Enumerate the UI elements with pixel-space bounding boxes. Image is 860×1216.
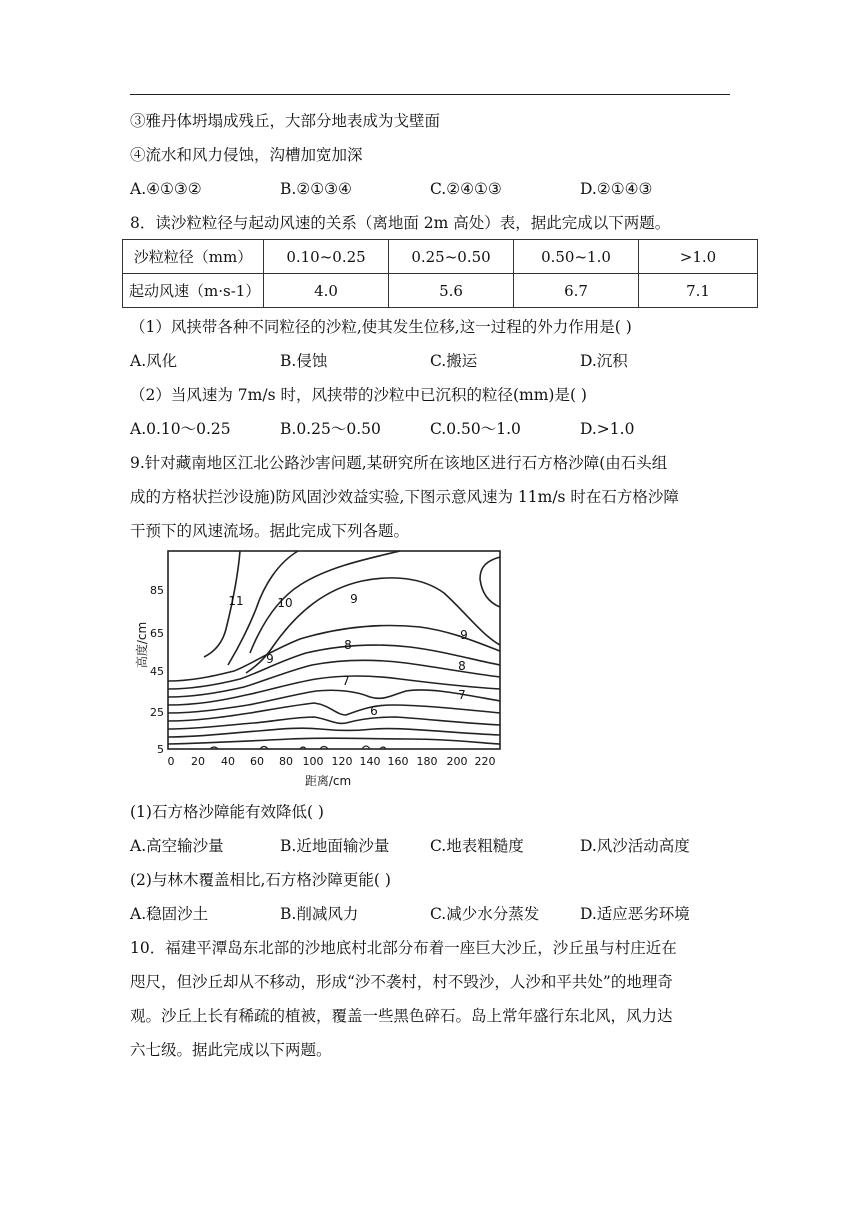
x-tick-label: 100 — [302, 755, 324, 768]
x-tick-label: 60 — [250, 755, 264, 768]
q8-1-option-a[interactable]: A.风化 — [130, 352, 178, 370]
q9-sub2: (2)与林木覆盖相比,石方格沙障更能( ) — [130, 871, 391, 889]
contour-label: 9 — [350, 592, 358, 606]
q8-2-option-b[interactable]: B.0.25～0.50 — [280, 420, 381, 438]
q8-sub2: （2）当风速为 7m/s 时，风挟带的沙粒中已沉积的粒径(mm)是( ) — [130, 386, 587, 404]
table-cell: 0.10~0.25 — [264, 240, 389, 274]
x-axis-label: 距离/cm — [304, 774, 352, 788]
table-cell: >1.0 — [639, 240, 758, 274]
q9-stem-line: 成的方格状拦沙设施)防风固沙效益实验,下图示意风速为 11m/s 时在石方格沙障 — [130, 488, 679, 506]
q9-1-option-a[interactable]: A.高空输沙量 — [130, 837, 224, 855]
q8-1-option-c[interactable]: C.搬运 — [430, 352, 478, 370]
x-tick-label: 140 — [359, 755, 381, 768]
q8-2-option-c[interactable]: C.0.50～1.0 — [430, 420, 521, 438]
y-tick-label: 5 — [157, 743, 164, 756]
header-rule — [130, 94, 730, 95]
q9-2-option-d[interactable]: D.适应恶劣环境 — [580, 905, 690, 923]
table-row — [123, 240, 758, 274]
x-tick-label: 40 — [221, 755, 235, 768]
table-cell: 0.50~1.0 — [514, 240, 639, 274]
plot-frame — [168, 551, 500, 749]
x-tick-label: 220 — [474, 755, 496, 768]
q10-line: 六七级。据此完成以下两题。 — [130, 1041, 332, 1059]
x-tick-label: 80 — [279, 755, 293, 768]
contour-label: 7 — [342, 674, 350, 688]
q9-2-option-a[interactable]: A.稳固沙土 — [130, 905, 209, 923]
q7-option-b[interactable]: B.②①③④ — [280, 180, 352, 198]
y-tick-label: 45 — [150, 665, 164, 678]
q9-stem-line: 干预下的风速流场。据此完成下列各题。 — [130, 522, 410, 540]
table-cell: 6.7 — [514, 274, 639, 308]
q7-option-d[interactable]: D.②①④③ — [580, 180, 653, 198]
q10-line: 咫尺，但沙丘却从不移动，形成“沙不袭村，村不毁沙，人沙和平共处”的地理奇 — [130, 973, 673, 991]
contour-label: 8 — [344, 638, 352, 652]
q10-line: 10．福建平潭岛东北部的沙地底村北部分布着一座巨大沙丘，沙丘虽与村庄近在 — [130, 939, 677, 957]
table-row-label: 沙粒粒径（mm） — [123, 240, 264, 274]
contour-label: 8 — [458, 659, 466, 673]
q10-line: 观。沙丘上长有稀疏的植被，覆盖一些黑色碎石。岛上常年盛行东北风，风力达 — [130, 1007, 673, 1025]
contour-label: 10 — [277, 596, 293, 610]
q9-1-option-b[interactable]: B.近地面输沙量 — [280, 837, 390, 855]
contour-label: 9 — [460, 628, 468, 642]
x-tick-label: 120 — [331, 755, 353, 768]
x-tick-label: 20 — [191, 755, 205, 768]
contour-label: 9 — [266, 652, 274, 666]
option-line-4: ④流水和风力侵蚀，沟槽加宽加深 — [130, 146, 363, 164]
x-tick-label: 0 — [167, 755, 175, 768]
grain-size-table — [122, 239, 758, 308]
table-cell: 7.1 — [639, 274, 758, 308]
y-tick-label: 25 — [150, 706, 164, 719]
y-tick-label: 65 — [150, 627, 164, 640]
q9-2-option-c[interactable]: C.减少水分蒸发 — [430, 905, 540, 923]
x-tick-label: 200 — [446, 755, 468, 768]
q8-sub1: （1）风挟带各种不同粒径的沙粒,使其发生位移,这一过程的外力作用是( ) — [130, 318, 632, 336]
table-cell: 0.25~0.50 — [389, 240, 514, 274]
contour-label: 11 — [228, 594, 244, 608]
q9-1-option-c[interactable]: C.地表粗糙度 — [430, 837, 524, 855]
y-axis-label: 高度/cm — [135, 621, 149, 669]
q9-1-option-d[interactable]: D.风沙活动高度 — [580, 837, 690, 855]
option-line-3: ③雅丹体坍塌成残丘，大部分地表成为戈壁面 — [130, 112, 441, 130]
contour-label: 6 — [370, 704, 378, 718]
q9-sub1: (1)石方格沙障能有效降低( ) — [130, 803, 324, 821]
q8-stem: 8．读沙粒粒径与起动风速的关系（离地面 2m 高处）表，据此完成以下两题。 — [130, 214, 671, 232]
wind-speed-contour-figure — [130, 545, 505, 793]
q9-stem-line: 9.针对藏南地区江北公路沙害问题,某研究所在该地区进行石方格沙障(由石头组 — [130, 454, 668, 472]
q7-option-c[interactable]: C.②④①③ — [430, 180, 502, 198]
table-row — [123, 274, 758, 308]
q8-2-option-d[interactable]: D.>1.0 — [580, 420, 635, 438]
table-cell: 4.0 — [264, 274, 389, 308]
table-cell: 5.6 — [389, 274, 514, 308]
y-tick-label: 85 — [150, 584, 164, 597]
contour-line-9a — [250, 551, 400, 653]
contour-label: 7 — [458, 688, 466, 702]
contour-line-9c — [480, 557, 500, 607]
q8-2-option-a[interactable]: A.0.10～0.25 — [130, 420, 231, 438]
x-tick-label: 160 — [387, 755, 409, 768]
x-tick-label: 180 — [416, 755, 438, 768]
q7-option-a[interactable]: A.④①③② — [130, 180, 202, 198]
table-row-label: 起动风速（m·s-1） — [123, 274, 264, 308]
q8-1-option-b[interactable]: B.侵蚀 — [280, 352, 328, 370]
q9-2-option-b[interactable]: B.削减风力 — [280, 905, 359, 923]
q8-1-option-d[interactable]: D.沉积 — [580, 352, 628, 370]
